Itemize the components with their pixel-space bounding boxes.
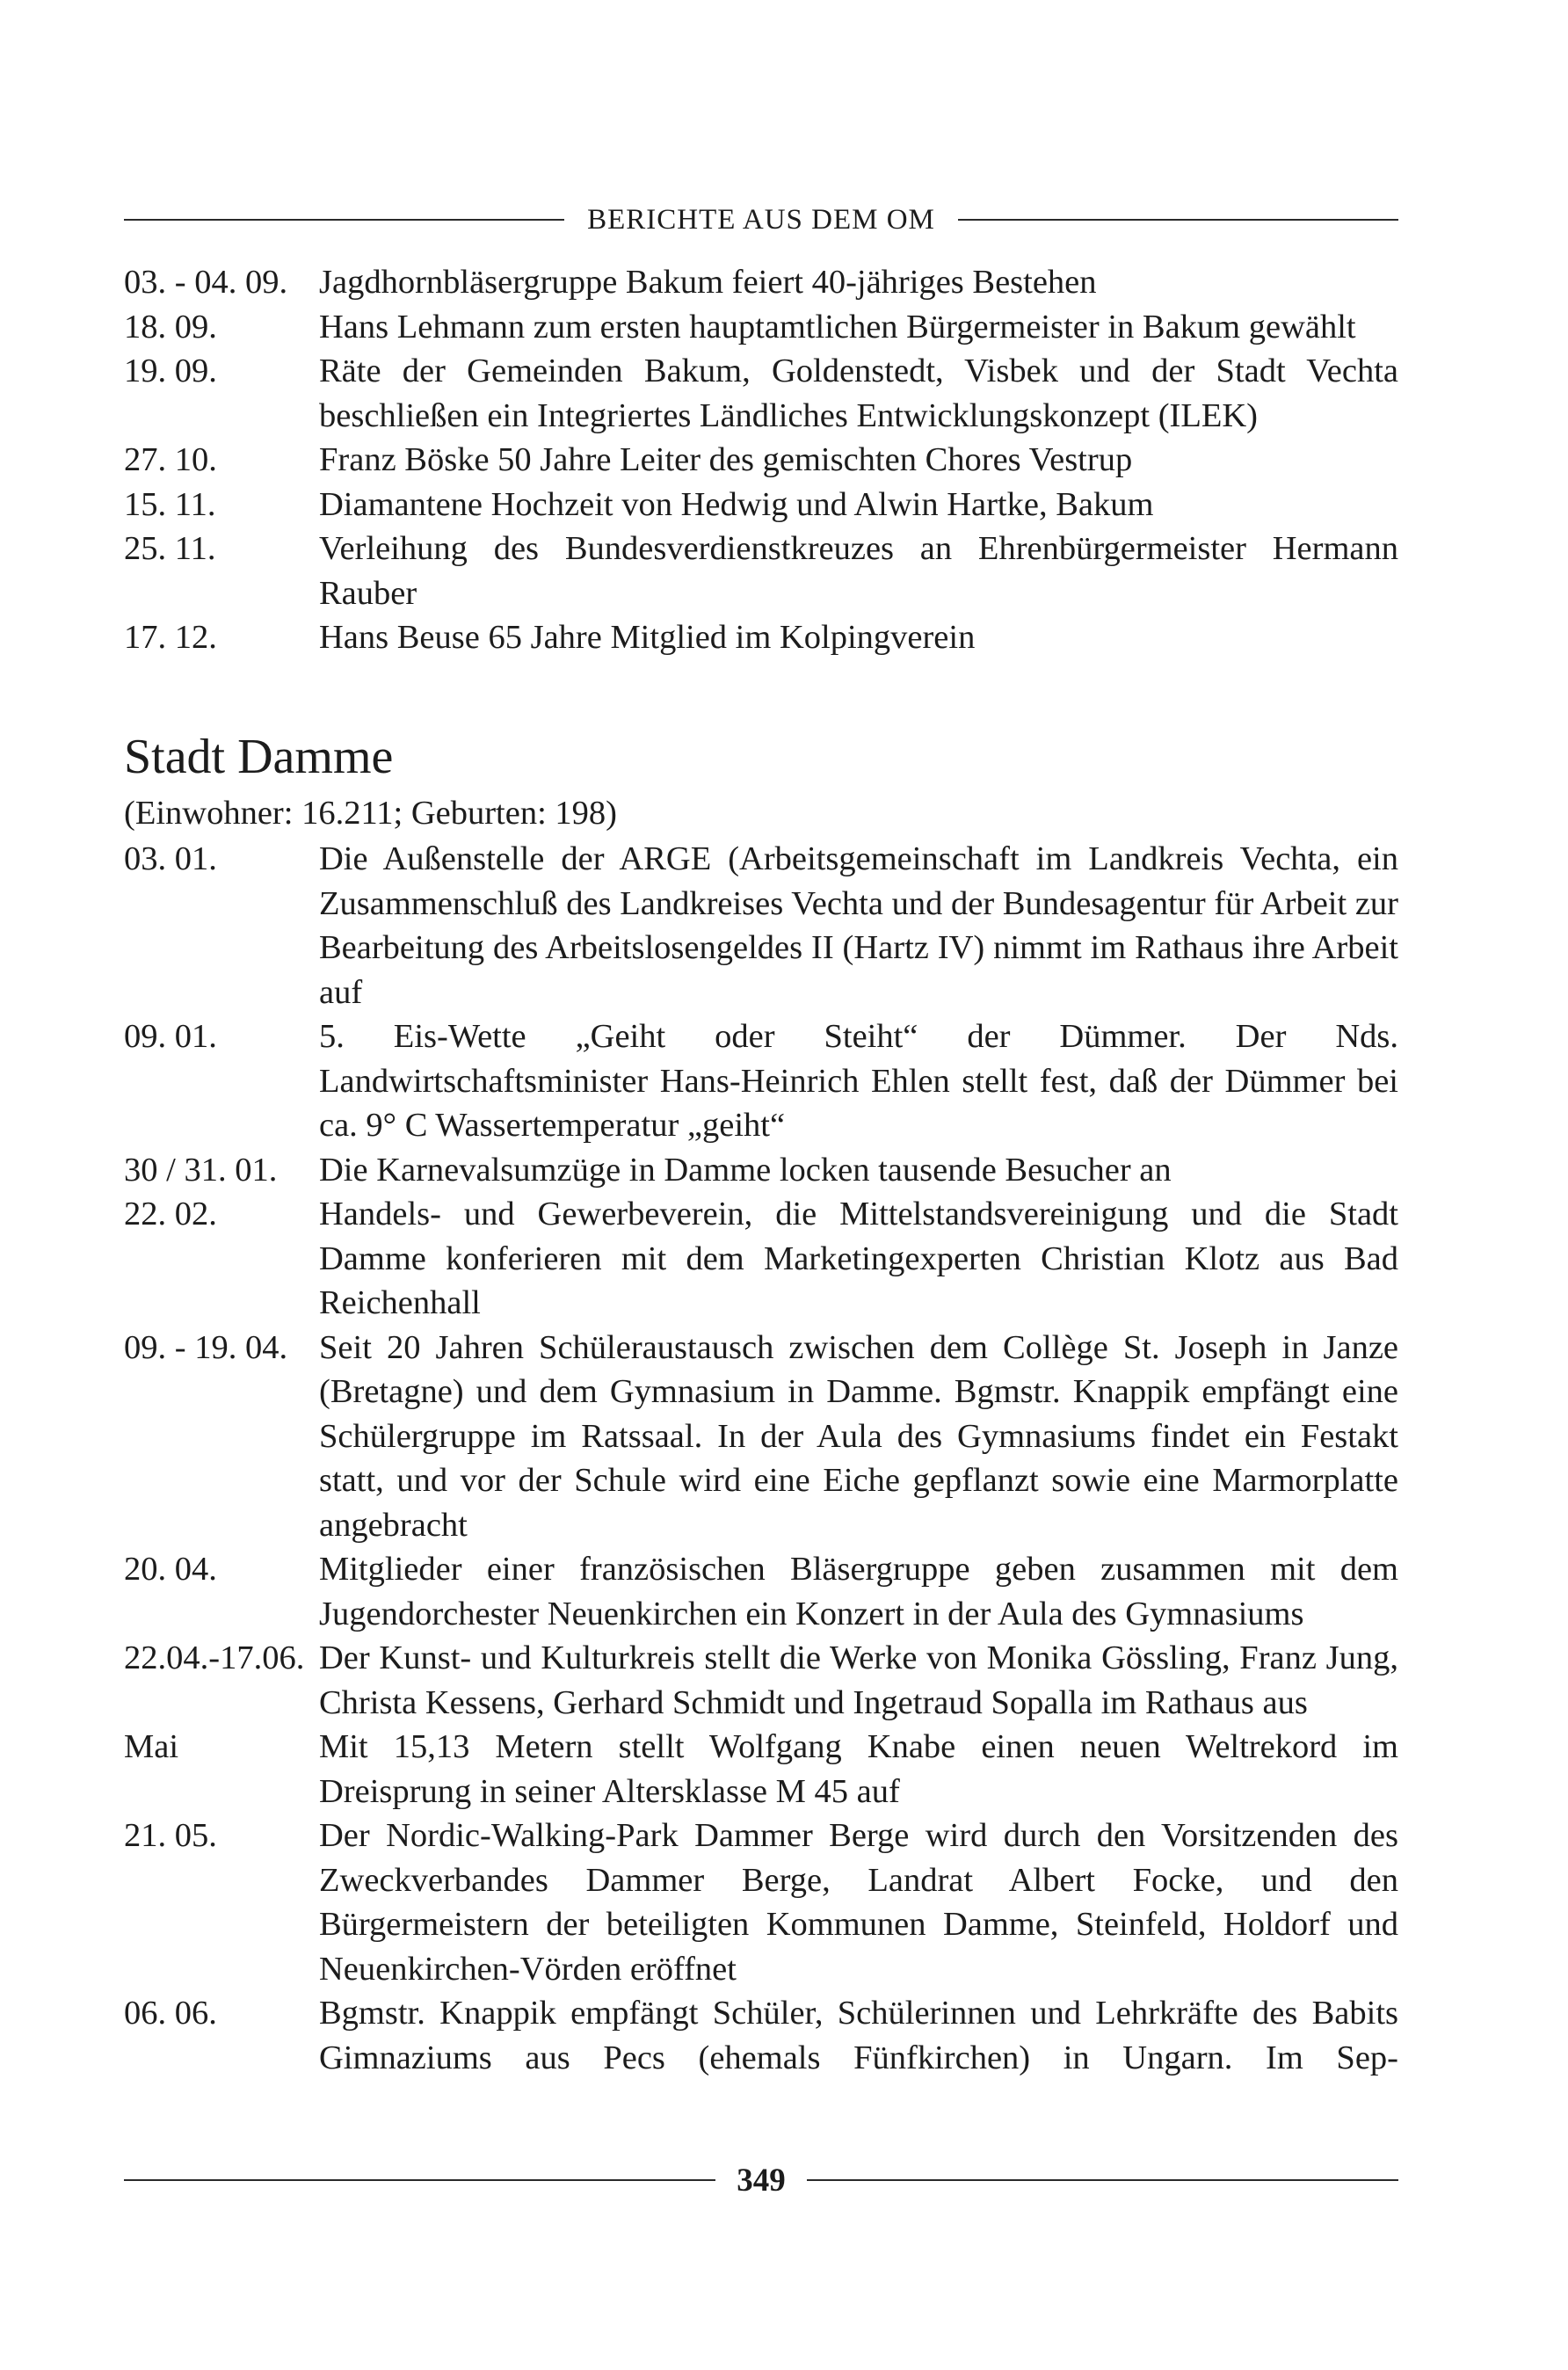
entry-text: Hans Beuse 65 Jahre Mitglied im Kolpingverein (319, 619, 976, 656)
entries-damme (124, 837, 1398, 2080)
entry-date: 06. 06. (124, 1995, 217, 2032)
entry (124, 438, 1398, 483)
section-statistics: (Einwohner: 16.211; Geburten: 198) (124, 795, 617, 832)
entry (124, 1326, 1398, 1548)
entry (124, 1192, 1398, 1326)
header-rule-right (958, 219, 1398, 221)
section-heading: Stadt Damme (124, 730, 394, 784)
entry-text: Der Nordic-Walking-Park Dammer Berge wird durch den Vorsitzenden des Zweckverbandes Dammer Berge, Landrat Albert Focke, und den Bürgermeistern der beteiligten Kommunen Damme, Steinfeld, Holdorf und Neuenkirchen-Vörden eröffnet (319, 1817, 1398, 1988)
entry (124, 1814, 1398, 1991)
entry (124, 1547, 1398, 1636)
entry-date: 25. 11. (124, 530, 216, 567)
entry-date: 27. 10. (124, 441, 217, 478)
entry-text: Der Kunst- und Kulturkreis stellt die Werke von Monika Gössling, Franz Jung, Christa Kessens, Gerhard Schmidt und Ingetraud Sopalla im Rathaus aus (319, 1639, 1398, 1721)
entry-date: 09. 01. (124, 1018, 217, 1055)
entry-text: Mitglieder einer französischen Bläsergruppe geben zusammen mit dem Jugendorchester Neuenkirchen ein Konzert in der Aula des Gymnasiums (319, 1551, 1398, 1632)
entry-text: Verleihung des Bundesverdienstkreuzes an Ehrenbürgermeister Hermann Rauber (319, 530, 1398, 612)
footer-rule-right (807, 2179, 1398, 2181)
entry-date: 30 / 31. 01. (124, 1151, 278, 1189)
entry-text: Jagdhornbläsergruppe Bakum feiert 40-jähriges Bestehen (319, 264, 1097, 301)
entry-text: Mit 15,13 Metern stellt Wolfgang Knabe einen neuen Weltrekord im Dreisprung in seiner Altersklasse M 45 auf (319, 1728, 1398, 1810)
entry-date: 15. 11. (124, 485, 216, 523)
entry (124, 1636, 1398, 1725)
entry-date: 03. 01. (124, 840, 217, 877)
entry-text: Seit 20 Jahren Schüleraustausch zwischen dem Collège St. Joseph in Janze (Bretagne) und dem Gymnasium in Damme. Bgmstr. Knappik empfängt eine Schülergruppe im Ratssaal. In der Aula des Gymnasiums findet ein Festakt statt, und vor der Schule wird eine Eiche gepflanzt sowie eine Marmorplatte angebracht (319, 1328, 1398, 1544)
entry-date: 18. 09. (124, 308, 217, 345)
page-footer (124, 2156, 1398, 2205)
footer-rule-left (124, 2179, 715, 2181)
entry (124, 349, 1398, 438)
header-rule-left (124, 219, 564, 221)
entry-date: Mai (124, 1728, 179, 1765)
entry-text: Die Außenstelle der ARGE (Arbeitsgemeinschaft im Landkreis Vechta, ein Zusammenschluß des Landkreises Vechta und der Bundesagentur für Arbeit zur Bearbeitung des Arbeitslosengeldes II (Hartz IV) nimmt im Rathaus ihre Arbeit auf (319, 840, 1398, 1011)
entry (124, 1014, 1398, 1148)
entry (124, 260, 1398, 305)
running-header (124, 197, 1398, 243)
entry-date: 17. 12. (124, 619, 217, 656)
entry (124, 1725, 1398, 1814)
entry-text: Bgmstr. Knappik empfängt Schüler, Schülerinnen und Lehrkräfte des Babits Gimnaziums aus Pecs (ehemals Fünfkirchen) in Ungarn. Im Sep- (319, 1995, 1398, 2076)
entry (124, 837, 1398, 1014)
entry (124, 527, 1398, 615)
entry (124, 483, 1398, 527)
entry-date: 22.04.-17.06. (124, 1639, 305, 1676)
entry-text: Die Karnevalsumzüge in Damme locken tausende Besucher an (319, 1151, 1172, 1189)
running-title: BERICHTE AUS DEM OM (587, 203, 935, 236)
entry-text: Diamantene Hochzeit von Hedwig und Alwin Hartke, Bakum (319, 485, 1154, 523)
entry-date: 03. - 04. 09. (124, 264, 288, 301)
entry (124, 615, 1398, 660)
entry-date: 21. 05. (124, 1817, 217, 1854)
entry (124, 1991, 1398, 2080)
entry (124, 1148, 1398, 1193)
entry-text: Räte der Gemeinden Bakum, Goldenstedt, Visbek und der Stadt Vechta beschließen ein Integriertes Ländliches Entwicklungskonzept (ILEK) (319, 353, 1398, 434)
entry (124, 305, 1398, 350)
entry-date: 09. - 19. 04. (124, 1328, 288, 1366)
page-number: 349 (737, 2162, 786, 2199)
entry-text: 5. Eis-Wette „Geiht oder Steiht“ der Dümmer. Der Nds. Landwirtschaftsminister Hans-Heinrich Ehlen stellt fest, daß der Dümmer bei ca. 9° C Wassertemperatur „geiht“ (319, 1018, 1398, 1144)
entry-date: 22. 02. (124, 1196, 217, 1232)
entries-top (124, 260, 1398, 660)
entry-text: Hans Lehmann zum ersten hauptamtlichen Bürgermeister in Bakum gewählt (319, 308, 1356, 345)
entry-text: Handels- und Gewerbeverein, die Mittelstandsvereinigung und die Stadt Damme konferieren mit dem Marketingexperten Christian Klotz aus Bad Reichenhall (319, 1196, 1398, 1321)
entry-text: Franz Böske 50 Jahre Leiter des gemischten Chores Vestrup (319, 441, 1133, 478)
entry-date: 20. 04. (124, 1551, 217, 1588)
entry-date: 19. 09. (124, 353, 217, 389)
